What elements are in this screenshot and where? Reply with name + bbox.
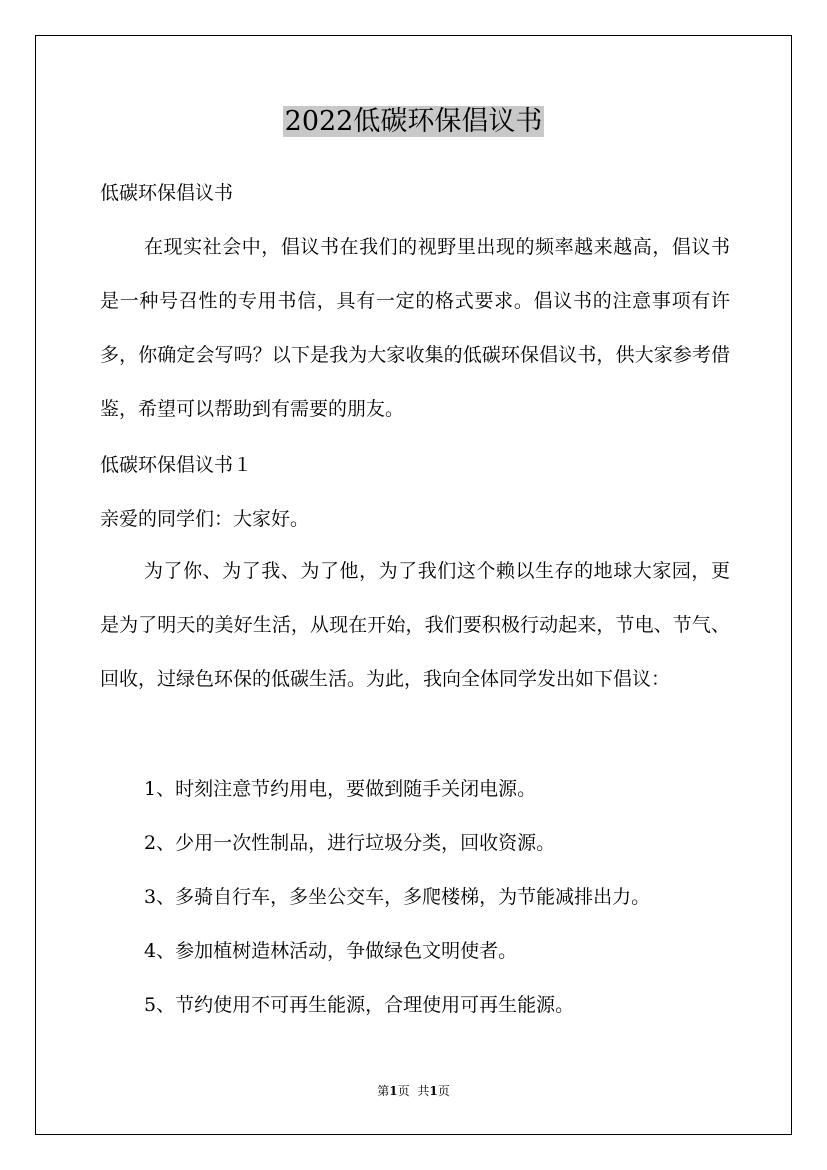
total-label-prefix: 共	[417, 1084, 430, 1098]
document-title-text: 2022低碳环保倡议书	[284, 106, 543, 137]
greeting-line: 亲爱的同学们：大家好。	[100, 508, 310, 530]
intro-paragraph: 在现实社会中，倡议书在我们的视野里出现的频率越来越高，倡议书是一种号召性的专用书信，具有一定的格式要求。倡议书的注意事项有许多，你确定会写吗？以下是我为大家收集的低碳环保倡议书，供大家参考借鉴，希望可以帮助到有需要的朋友。	[100, 236, 730, 420]
body-paragraph: 为了你、为了我、为了他，为了我们这个赖以生存的地球大家园，更是为了明天的美好生活，从现在开始，我们要积极行动起来，节电、节气、回收，过绿色环保的低碳生活。为此，我向全体同学发出如下倡议：	[100, 560, 730, 690]
list-item: 4、参加植树造林活动，争做绿色文明使者。	[144, 940, 518, 962]
document-subtitle: 低碳环保倡议书	[100, 182, 234, 204]
section-heading: 低碳环保倡议书１	[100, 454, 253, 476]
page-label-suffix: 页	[397, 1084, 410, 1098]
total-label-suffix: 页	[437, 1084, 450, 1098]
page-label-prefix: 第	[377, 1084, 390, 1098]
list-item: 2、少用一次性制品，进行垃圾分类，回收资源。	[144, 832, 556, 854]
list-item: 3、多骑自行车，多坐公交车，多爬楼梯，为节能减排出力。	[144, 886, 651, 908]
list-item: 5、节约使用不可再生能源，合理使用可再生能源。	[144, 994, 575, 1016]
total-pages: 1	[429, 1084, 438, 1098]
document-title	[0, 100, 827, 144]
list-item: 1、时刻注意节约用电，要做到随手关闭电源。	[144, 778, 537, 800]
page-footer	[0, 1083, 827, 1099]
page-number: 1	[389, 1084, 398, 1098]
